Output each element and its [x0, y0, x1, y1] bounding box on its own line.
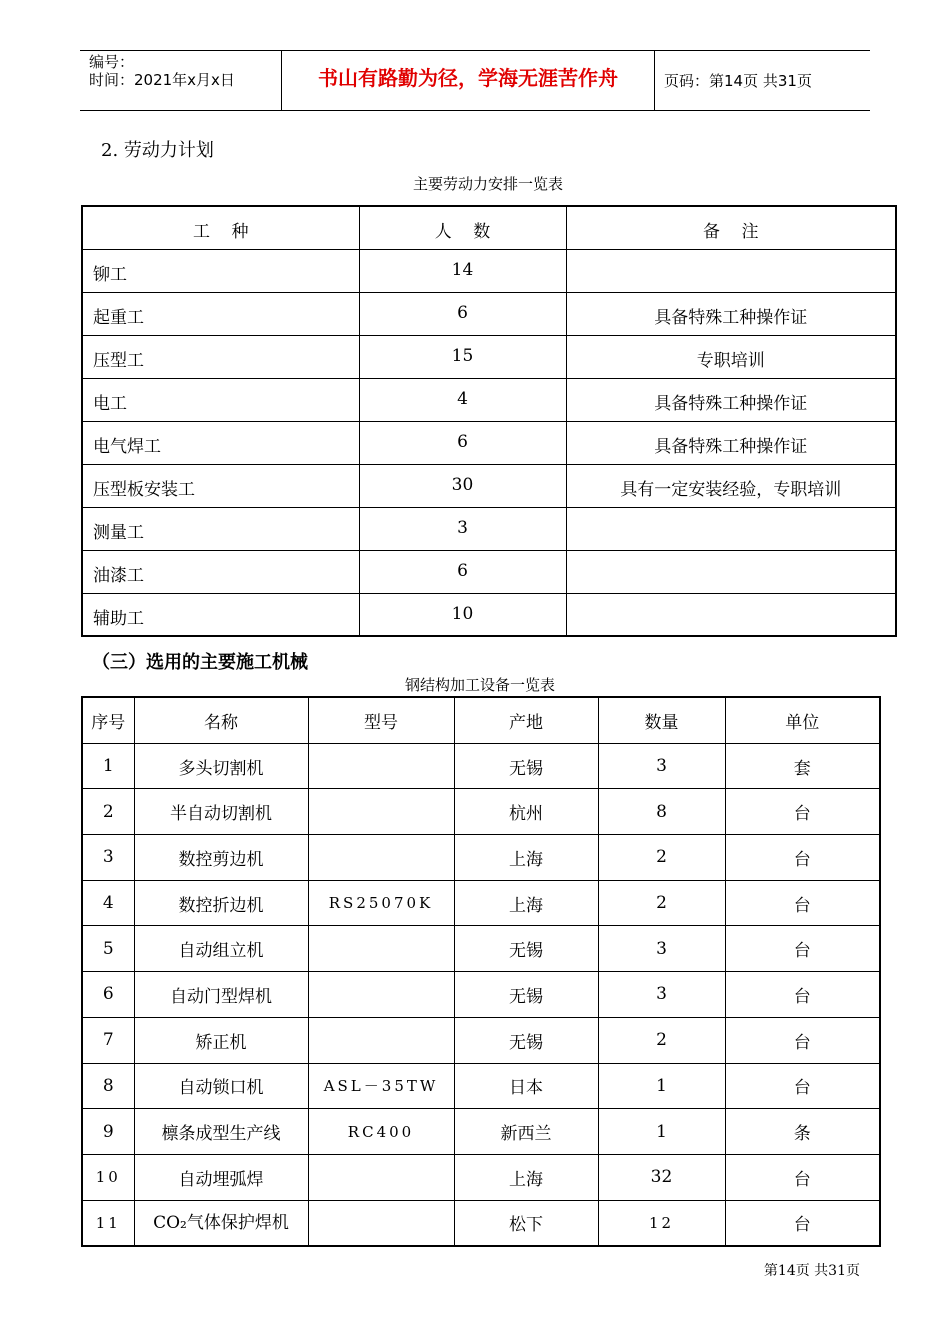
equip-no: 11 [82, 1200, 134, 1246]
equip-no: 8 [82, 1063, 134, 1109]
equip-no: 4 [82, 880, 134, 926]
labor-count: 6 [359, 550, 566, 593]
equip-origin: 日本 [454, 1063, 598, 1109]
equip-origin: 新西兰 [454, 1109, 598, 1155]
labor-trade: 压型板安装工 [82, 464, 359, 507]
labor-count: 3 [359, 507, 566, 550]
equip-model: RC400 [308, 1109, 454, 1155]
equipment-caption: 钢结构加工设备一览表 [404, 676, 555, 694]
equip-unit: 台 [725, 926, 880, 972]
table-row [82, 1063, 880, 1109]
labor-trade: 电气焊工 [82, 421, 359, 464]
equip-no: 10 [82, 1154, 134, 1200]
table-row [82, 1154, 880, 1200]
equip-model [308, 972, 454, 1018]
table-row [82, 292, 896, 335]
table-row [82, 249, 896, 292]
labor-note: 具有一定安装经验，专职培训 [566, 464, 896, 507]
equipment-col-header: 单位 [725, 697, 880, 743]
table-row [82, 743, 880, 789]
equip-unit: 台 [725, 880, 880, 926]
equipment-col-header: 数量 [598, 697, 725, 743]
labor-count: 6 [359, 421, 566, 464]
equip-qty: 1 [598, 1109, 725, 1155]
table-row [82, 880, 880, 926]
table-row [82, 1109, 880, 1155]
table-row [82, 593, 896, 636]
labor-count: 4 [359, 378, 566, 421]
equip-unit: 台 [725, 972, 880, 1018]
equip-origin: 无锡 [454, 972, 598, 1018]
equip-name: 自动门型焊机 [134, 972, 308, 1018]
equip-qty: 3 [598, 926, 725, 972]
equip-qty: 2 [598, 880, 725, 926]
equip-origin: 无锡 [454, 1017, 598, 1063]
equip-origin: 上海 [454, 835, 598, 881]
table-row [82, 1017, 880, 1063]
equip-name: 数控剪边机 [134, 835, 308, 881]
equip-name: 数控折边机 [134, 880, 308, 926]
equip-qty: 32 [598, 1154, 725, 1200]
equip-qty: 2 [598, 1017, 725, 1063]
labor-note [566, 507, 896, 550]
labor-count: 30 [359, 464, 566, 507]
equip-qty: 1 [598, 1063, 725, 1109]
labor-trade: 电工 [82, 378, 359, 421]
labor-trade: 起重工 [82, 292, 359, 335]
equip-name: 半自动切割机 [134, 789, 308, 835]
equip-unit: 台 [725, 1063, 880, 1109]
equipment-heading: （三）选用的主要施工机械 [92, 652, 308, 673]
equip-name: CO₂气体保护焊机 [134, 1200, 308, 1246]
equip-name: 多头切割机 [134, 743, 308, 789]
labor-trade: 压型工 [82, 335, 359, 378]
equip-unit: 台 [725, 1154, 880, 1200]
equip-no: 6 [82, 972, 134, 1018]
table-row [82, 835, 880, 881]
header-bottom-rule [80, 110, 870, 111]
header-meta [89, 53, 235, 89]
equip-no: 1 [82, 743, 134, 789]
labor-count: 10 [359, 593, 566, 636]
labor-trade: 油漆工 [82, 550, 359, 593]
equip-qty: 8 [598, 789, 725, 835]
equip-origin: 上海 [454, 880, 598, 926]
equipment-table [81, 696, 881, 1247]
equip-unit: 台 [725, 789, 880, 835]
equip-no: 5 [82, 926, 134, 972]
table-row [82, 972, 880, 1018]
labor-count: 15 [359, 335, 566, 378]
equip-model [308, 1017, 454, 1063]
header-top-rule [80, 50, 870, 51]
footer-page-info: 第14页 共31页 [763, 1263, 860, 1279]
header-motto: 书山有路勤为径，学海无涯苦作舟 [318, 66, 618, 90]
equip-model: ASL－35TW [308, 1063, 454, 1109]
equip-model [308, 1154, 454, 1200]
labor-count: 14 [359, 249, 566, 292]
labor-note [566, 249, 896, 292]
table-row [82, 926, 880, 972]
equip-qty: 3 [598, 972, 725, 1018]
labor-heading: 2. 劳动力计划 [101, 140, 214, 161]
labor-col-header: 人 数 [359, 206, 566, 249]
equip-origin: 杭州 [454, 789, 598, 835]
equip-qty: 12 [598, 1200, 725, 1246]
table-row [82, 507, 896, 550]
labor-col-header: 备 注 [566, 206, 896, 249]
equipment-col-header: 型号 [308, 697, 454, 743]
labor-note: 具备特殊工种操作证 [566, 292, 896, 335]
header-divider-right [654, 50, 655, 111]
table-row [82, 550, 896, 593]
equip-no: 7 [82, 1017, 134, 1063]
equip-name: 矫正机 [134, 1017, 308, 1063]
labor-note: 专职培训 [566, 335, 896, 378]
equipment-header-row [82, 697, 880, 743]
labor-header-row [82, 206, 896, 249]
header-code-label: 编号： [89, 53, 135, 71]
table-row [82, 421, 896, 464]
equipment-col-header: 产地 [454, 697, 598, 743]
equip-origin: 松下 [454, 1200, 598, 1246]
equipment-col-header: 名称 [134, 697, 308, 743]
equip-model [308, 789, 454, 835]
equip-unit: 台 [725, 835, 880, 881]
equip-unit: 台 [725, 1200, 880, 1246]
equip-model [308, 835, 454, 881]
equip-model: RS25070K [308, 880, 454, 926]
labor-count: 6 [359, 292, 566, 335]
labor-caption: 主要劳动力安排一览表 [412, 175, 563, 193]
table-row [82, 789, 880, 835]
equip-qty: 3 [598, 743, 725, 789]
equip-origin: 无锡 [454, 926, 598, 972]
labor-note: 具备特殊工种操作证 [566, 378, 896, 421]
header-time-label: 时间：2021年x月x日 [89, 71, 235, 89]
labor-note [566, 593, 896, 636]
equip-origin: 无锡 [454, 743, 598, 789]
table-row [82, 378, 896, 421]
equip-model [308, 743, 454, 789]
table-row [82, 464, 896, 507]
header-page-info: 页码：第14页 共31页 [664, 72, 812, 90]
equip-no: 2 [82, 789, 134, 835]
labor-trade: 辅助工 [82, 593, 359, 636]
equip-no: 9 [82, 1109, 134, 1155]
equip-name: 自动埋弧焊 [134, 1154, 308, 1200]
labor-note: 具备特殊工种操作证 [566, 421, 896, 464]
equip-qty: 2 [598, 835, 725, 881]
equip-name: 檩条成型生产线 [134, 1109, 308, 1155]
labor-note [566, 550, 896, 593]
table-row [82, 1200, 880, 1246]
labor-trade: 铆工 [82, 249, 359, 292]
equip-no: 3 [82, 835, 134, 881]
equip-origin: 上海 [454, 1154, 598, 1200]
equip-unit: 条 [725, 1109, 880, 1155]
equipment-col-header: 序号 [82, 697, 134, 743]
equip-name: 自动组立机 [134, 926, 308, 972]
equip-model [308, 1200, 454, 1246]
labor-table [81, 205, 897, 637]
equip-name: 自动锁口机 [134, 1063, 308, 1109]
equip-unit: 套 [725, 743, 880, 789]
equip-unit: 台 [725, 1017, 880, 1063]
table-row [82, 335, 896, 378]
labor-trade: 测量工 [82, 507, 359, 550]
labor-col-header: 工 种 [82, 206, 359, 249]
equip-model [308, 926, 454, 972]
